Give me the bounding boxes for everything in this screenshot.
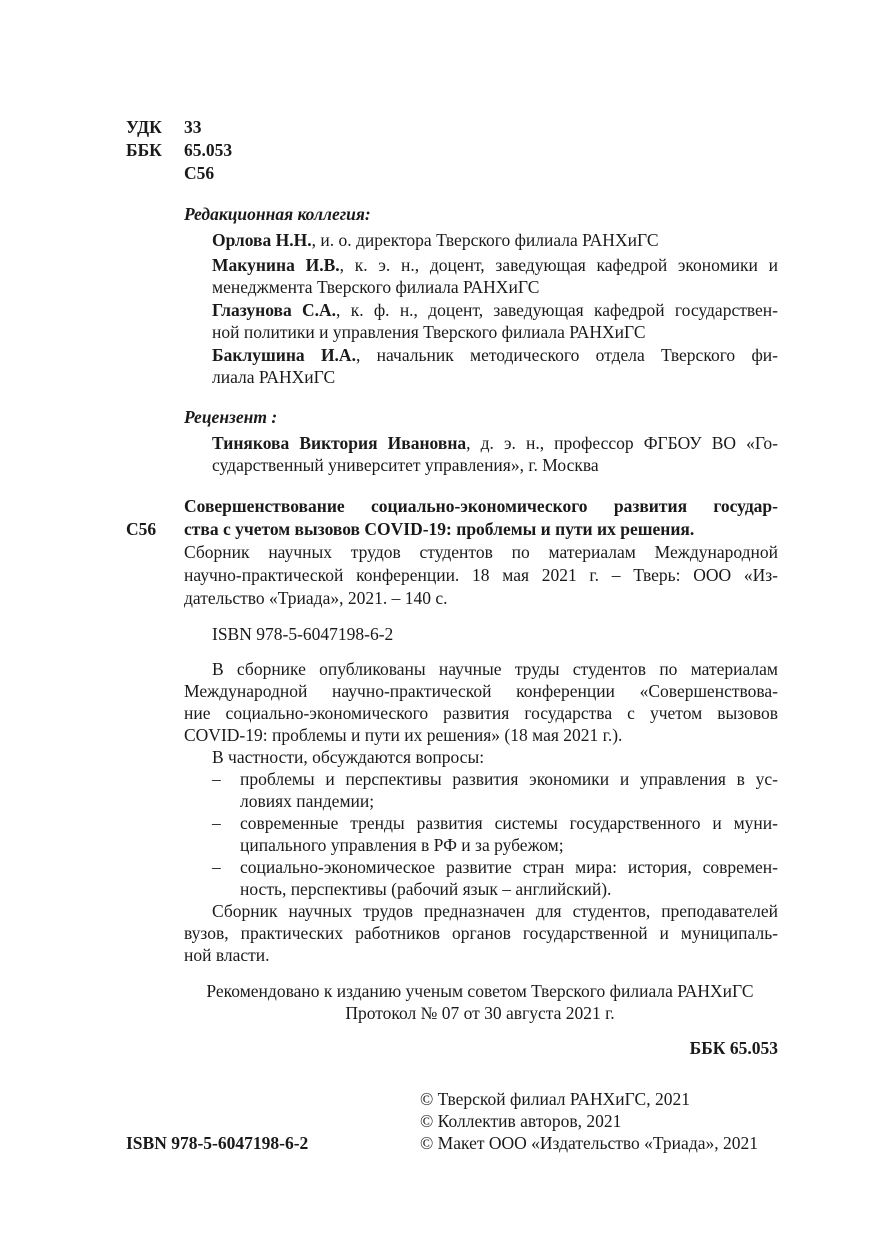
board-member-role: , и. о. директора Тверского филиала РАНХиГС <box>311 230 659 250</box>
board-member-name: Орлова Н.Н. <box>212 230 312 250</box>
board-member-2 <box>212 254 778 276</box>
publication-desc-line-3: дательство «Триада», 2021. – 140 с. <box>184 588 448 608</box>
reviewer-entry <box>212 432 778 454</box>
isbn-bottom: ISBN 978-5-6047198-6-2 <box>126 1133 309 1153</box>
bbk-label: ББК <box>126 140 162 160</box>
copyright-2: © Коллектив авторов, 2021 <box>420 1111 622 1131</box>
annotation-p1-line-2: Международной научно-практической конференции «Совершенствова- <box>184 681 778 701</box>
annotation-p3-line-3: ной власти. <box>184 945 270 965</box>
udk-value: 33 <box>184 117 202 137</box>
publication-title-line-1: Совершенствование социально-экономического развития государ- <box>184 496 778 516</box>
copyright-3: © Макет ООО «Издательство «Триада», 2021 <box>420 1133 758 1153</box>
board-member-name: Макунина И.В. <box>212 255 340 275</box>
board-member-1 <box>212 229 659 251</box>
copyright-1: © Тверской филиал РАНХиГС, 2021 <box>420 1089 690 1109</box>
board-member-4-cont: лиала РАНХиГС <box>212 367 336 387</box>
reviewer-role: , д. э. н., профессор ФГБОУ ВО «Го- <box>466 433 779 453</box>
bbk-value: 65.053 <box>184 140 233 160</box>
board-member-4 <box>212 344 778 366</box>
publication-desc-line-2: научно-практической конференции. 18 мая 2021 г. – Тверь: ООО «Из- <box>184 565 778 585</box>
bullet-3-line-2: ность, перспективы (рабочий язык – английский). <box>240 879 612 899</box>
bbk-bottom: ББК 65.053 <box>689 1038 778 1058</box>
editorial-board-heading: Редакционная коллегия: <box>184 204 371 224</box>
board-member-role: , к. ф. н., доцент, заведующая кафедрой государствен- <box>336 300 778 320</box>
bullet-dash: – <box>212 769 221 789</box>
publication-title-line-2: ства с учетом вызовов COVID-19: проблемы и пути их решения. <box>184 519 695 539</box>
board-member-3-cont: ной политики и управления Тверского филиала РАНХиГС <box>212 322 646 342</box>
udk-label: УДК <box>126 117 162 137</box>
board-member-role: , начальник методического отдела Тверского фи- <box>355 345 778 365</box>
board-member-role: , к. э. н., доцент, заведующая кафедрой экономики и <box>339 255 778 275</box>
bullet-2-line-2: ципального управления в РФ и за рубежом; <box>240 835 564 855</box>
annotation-p1-line-4: COVID-19: проблемы и пути их решения» (18 мая 2021 г.). <box>184 725 623 745</box>
board-member-2-cont: менеджмента Тверского филиала РАНХиГС <box>212 277 540 297</box>
annotation-p1-line-1: В сборнике опубликованы научные труды студентов по материалам <box>212 659 778 679</box>
annotation-p3-line-2: вузов, практических работников органов государственной и муниципаль- <box>184 923 778 943</box>
bullet-dash: – <box>212 813 221 833</box>
recommendation-line-2: Протокол № 07 от 30 августа 2021 г. <box>345 1003 615 1023</box>
bullet-1-line-1: проблемы и перспективы развития экономики и управления в ус- <box>240 769 778 789</box>
bullet-3-line-1: социально-экономическое развитие стран мира: история, современ- <box>240 857 778 877</box>
publication-desc-line-1: Сборник научных трудов студентов по материалам Международной <box>184 542 778 562</box>
recommendation-line-1: Рекомендовано к изданию ученым советом Тверского филиала РАНХиГС <box>206 981 754 1001</box>
reviewer-role-cont: сударственный университет управления», г. Москва <box>212 455 599 475</box>
bullet-1-line-2: ловиях пандемии; <box>240 791 375 811</box>
bullet-2-line-1: современные тренды развития системы государственного и муни- <box>240 813 778 833</box>
board-member-3 <box>212 299 778 321</box>
bullet-dash: – <box>212 857 221 877</box>
reviewer-name: Тинякова Виктория Ивановна <box>212 433 467 453</box>
author-mark: С56 <box>184 163 215 183</box>
annotation-p1-line-3: ние социально-экономического развития государства с учетом вызовов <box>184 703 778 723</box>
annotation-p2: В частности, обсуждаются вопросы: <box>212 747 485 767</box>
board-member-name: Баклушина И.А. <box>212 345 356 365</box>
isbn-line: ISBN 978-5-6047198-6-2 <box>212 624 394 644</box>
annotation-p3-line-1: Сборник научных трудов предназначен для студентов, преподавателей <box>212 901 778 921</box>
board-member-name: Глазунова С.А. <box>212 300 337 320</box>
reviewer-heading: Рецензент : <box>184 407 278 427</box>
biblio-mark: С56 <box>126 519 157 539</box>
